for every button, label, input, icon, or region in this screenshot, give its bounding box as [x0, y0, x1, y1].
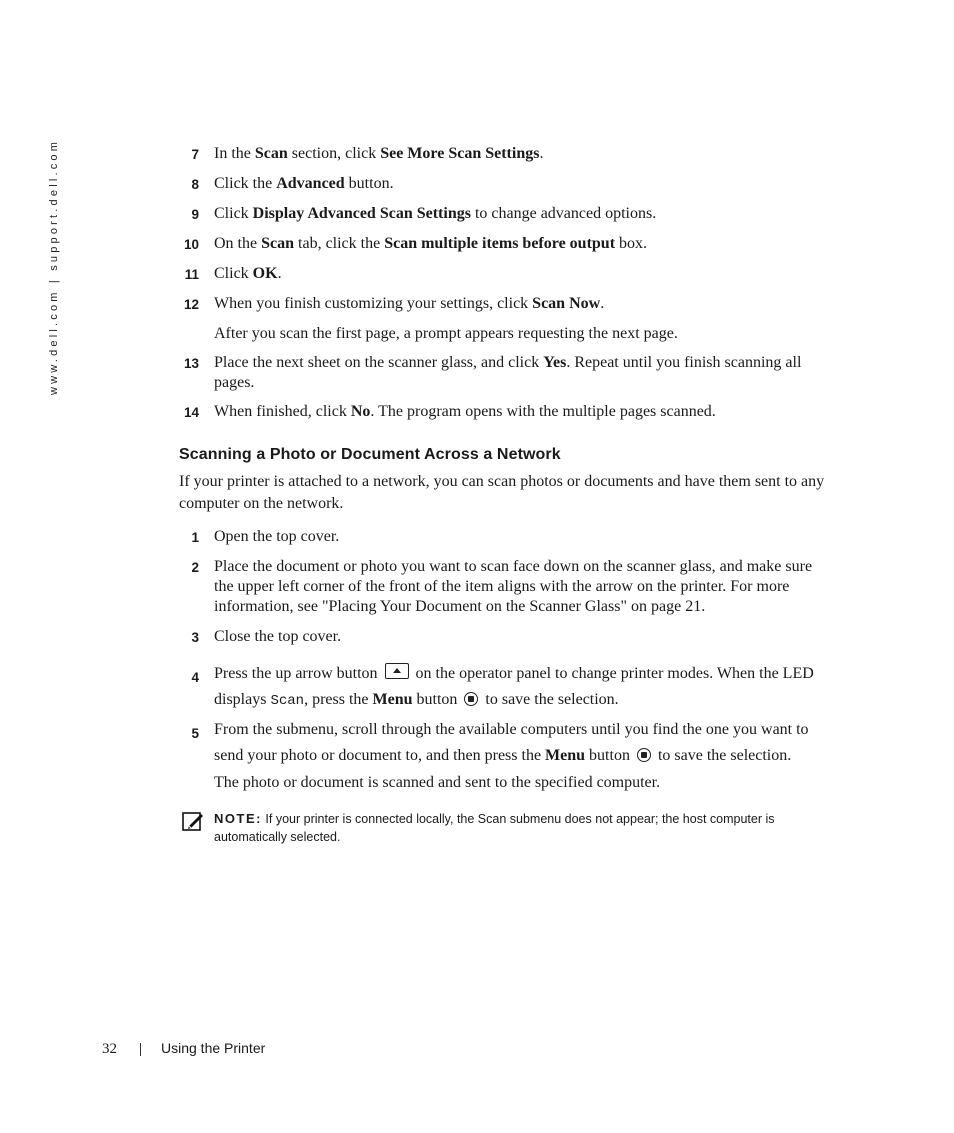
step-text: From the submenu, scroll through the available computers until you find the one you want to send your photo or document to, and then press the: [214, 721, 809, 764]
ui-term: Scan: [254, 145, 288, 162]
page-number: 32: [102, 1041, 117, 1057]
step-number: 14: [183, 405, 199, 420]
step-13: [179, 353, 834, 393]
step-text: Open the top cover.: [214, 528, 340, 545]
step-text: . The program opens with the multiple pages scanned.: [370, 403, 716, 420]
step-text: , press the: [304, 691, 373, 708]
ui-term: Display Advanced Scan Settings: [252, 205, 471, 222]
step-number: 3: [191, 630, 199, 645]
step-number: 9: [191, 207, 199, 222]
step-text: button: [585, 747, 630, 764]
page-content: [179, 140, 834, 846]
ui-term: Scan: [261, 235, 295, 252]
step-14: [179, 402, 834, 422]
step-number: 10: [183, 237, 199, 252]
step-text: button.: [344, 175, 394, 192]
note-text: If your printer is connected locally, the Scan submenu does not appear; the host computer is automatically selected.: [214, 812, 775, 844]
step-7: [179, 144, 834, 164]
footer-divider: [140, 1043, 141, 1056]
ui-term: Menu: [545, 747, 586, 764]
step-8: [179, 174, 834, 194]
step-2: [179, 557, 834, 617]
menu-button-icon: [464, 692, 478, 706]
note-label: NOTE:: [214, 811, 262, 826]
step-5: [179, 717, 834, 769]
step-text: When finished, click: [214, 403, 351, 420]
step-text: button: [412, 691, 458, 708]
step-text: box.: [615, 235, 648, 252]
step-9: [179, 204, 834, 224]
step-text: Click the: [214, 175, 277, 192]
step-text: Close the top cover.: [214, 628, 342, 645]
step-5-followup: The photo or document is scanned and sent to the specified computer.: [214, 774, 661, 791]
step-number: 11: [184, 267, 199, 282]
section-intro: If your printer is attached to a network, you can scan photos or documents and have them sent to any computer on the network.: [179, 473, 825, 512]
ui-term: See More Scan Settings: [380, 145, 540, 162]
step-12: [179, 294, 834, 314]
pencil-note-icon: [182, 811, 204, 831]
ui-term: Advanced: [276, 175, 345, 192]
step-number: 13: [183, 356, 199, 371]
step-number: 8: [191, 177, 199, 192]
step-number: 1: [191, 530, 199, 545]
ui-term: No: [350, 403, 371, 420]
step-3: [179, 627, 834, 647]
step-text: to change advanced options.: [470, 205, 657, 222]
sidebar-url: www.dell.com | support.dell.com: [48, 138, 60, 395]
led-display-code: Scan: [270, 693, 305, 709]
step-text: .: [277, 265, 282, 282]
step-text: In the: [214, 145, 255, 162]
step-number: 2: [191, 560, 199, 575]
chapter-title: Using the Printer: [161, 1040, 266, 1056]
step-text: Place the next sheet on the scanner glass, and click: [214, 354, 544, 371]
step-number: 7: [191, 147, 199, 162]
step-4: [179, 661, 834, 714]
step-10: [179, 234, 834, 254]
step-text: On the: [214, 235, 262, 252]
step-12-followup: After you scan the first page, a prompt appears requesting the next page.: [214, 325, 678, 342]
page-footer: [102, 1040, 266, 1058]
step-text: on the operator panel to change printer modes. When the LED displays: [214, 665, 814, 708]
step-text: Press the up arrow button: [214, 665, 378, 682]
ui-term: Scan multiple items before output: [384, 235, 616, 252]
ui-term: Yes: [543, 354, 567, 371]
step-text: section, click: [287, 145, 381, 162]
section-heading: Scanning a Photo or Document Across a Network: [179, 446, 561, 463]
menu-button-icon: [637, 748, 651, 762]
step-text: Click: [214, 205, 253, 222]
up-arrow-button-icon: [385, 663, 409, 679]
step-text: to save the selection.: [653, 747, 792, 764]
step-1: [179, 527, 834, 547]
ui-term: OK: [252, 265, 278, 282]
step-text: . Repeat until you finish scanning all pages.: [214, 354, 802, 391]
step-text: Place the document or photo you want to scan face down on the scanner glass, and make sure the upper left corner of the front of the item aligns with the arrow on the printer. For more information, see "Placing Your Document on the Scanner Glass" on page 21.: [214, 558, 813, 615]
step-11: [179, 264, 834, 284]
step-number: 4: [191, 670, 199, 685]
step-text: .: [539, 145, 544, 162]
step-text: When you finish customizing your settings, click: [214, 295, 533, 312]
step-text: Click: [214, 265, 253, 282]
note-block: [179, 810, 834, 846]
ui-term: Scan Now: [532, 295, 601, 312]
step-text: .: [600, 295, 605, 312]
step-number: 5: [191, 726, 199, 741]
step-text: to save the selection.: [481, 691, 619, 708]
ui-term: Menu: [372, 691, 413, 708]
step-text: tab, click the: [294, 235, 385, 252]
step-number: 12: [183, 297, 199, 312]
